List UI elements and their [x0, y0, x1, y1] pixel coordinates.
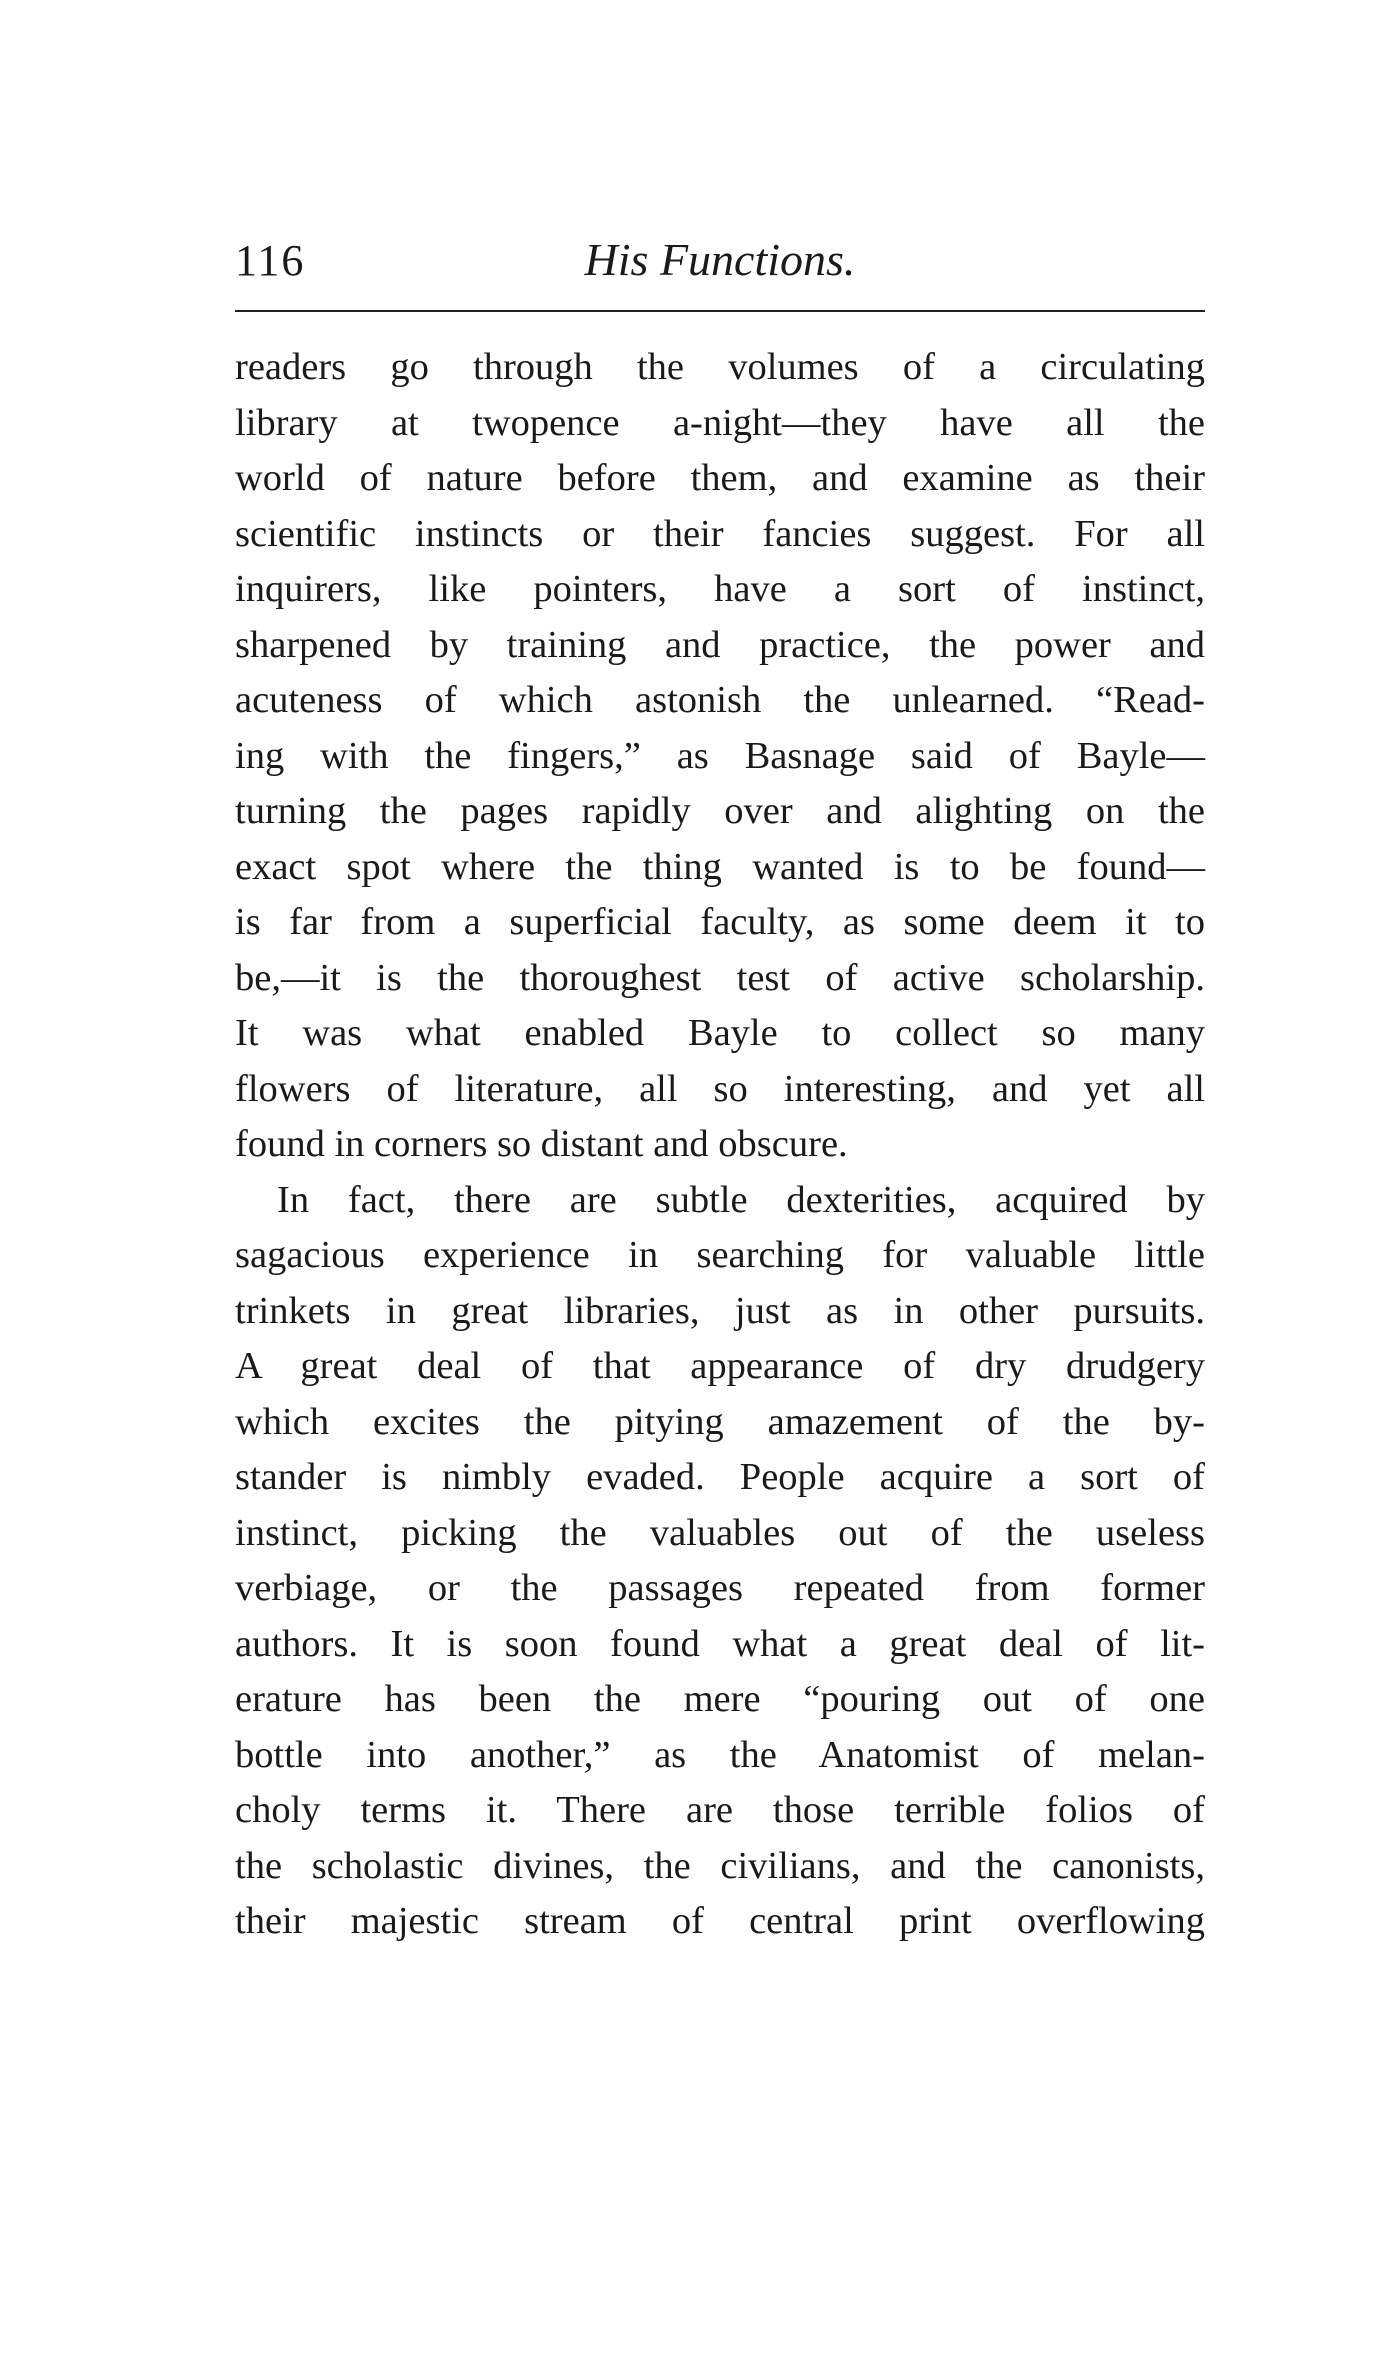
- text-line: their majestic stream of central print overflowing: [235, 1900, 1205, 1942]
- text-line: stander is nimbly evaded. People acquire a sort of: [235, 1456, 1205, 1498]
- text-line: choly terms it. There are those terrible folios of: [235, 1789, 1205, 1831]
- text-line: verbiage, or the passages repeated from former: [235, 1567, 1205, 1609]
- text-line: bottle into another,” as the Anatomist of melan-: [235, 1733, 1205, 1776]
- text-line: be,—it is the thoroughest test of active scholarship.: [235, 956, 1205, 999]
- text-line: It was what enabled Bayle to collect so many: [235, 1012, 1205, 1054]
- text-line: readers go through the volumes of a circulating: [235, 346, 1205, 388]
- text-line: trinkets in great libraries, just as in other pursuits.: [235, 1289, 1205, 1332]
- text-line: turning the pages rapidly over and alighting on the: [235, 790, 1205, 832]
- text-line: instinct, picking the valuables out of the useless: [235, 1511, 1205, 1554]
- paragraph-last-line: found in corners so distant and obscure.: [235, 1123, 848, 1165]
- text-line: is far from a superficial faculty, as some deem it to: [235, 901, 1205, 943]
- text-line: authors. It is soon found what a great deal of lit-: [235, 1622, 1205, 1665]
- paragraph-first-line: In fact, there are subtle dexterities, acquired by: [277, 1178, 1205, 1221]
- text-line: the scholastic divines, the civilians, and the canonists,: [235, 1844, 1205, 1887]
- body-text: [235, 340, 1205, 1950]
- text-line: acuteness of which astonish the unlearned. “Read-: [235, 679, 1205, 721]
- text-line: which excites the pitying amazement of the by-: [235, 1400, 1205, 1443]
- text-line: A great deal of that appearance of dry drudgery: [235, 1345, 1205, 1387]
- header-rule: [235, 310, 1205, 312]
- text-line: sagacious experience in searching for valuable little: [235, 1234, 1205, 1276]
- text-line: library at twopence a-night—they have all the: [235, 401, 1205, 444]
- text-line: exact spot where the thing wanted is to be found—: [235, 845, 1205, 888]
- page-number: 116: [235, 236, 306, 285]
- page-header: [235, 225, 1205, 295]
- text-line: scientific instincts or their fancies suggest. For all: [235, 512, 1205, 555]
- text-line: inquirers, like pointers, have a sort of instinct,: [235, 568, 1205, 610]
- running-title: His Functions.: [584, 234, 856, 285]
- text-line: sharpened by training and practice, the power and: [235, 623, 1205, 666]
- text-line: erature has been the mere “pouring out of one: [235, 1678, 1205, 1720]
- text-line: world of nature before them, and examine as their: [235, 457, 1205, 499]
- text-line: flowers of literature, all so interesting, and yet all: [235, 1067, 1205, 1110]
- text-line: ing with the fingers,” as Basnage said of Bayle—: [235, 734, 1205, 777]
